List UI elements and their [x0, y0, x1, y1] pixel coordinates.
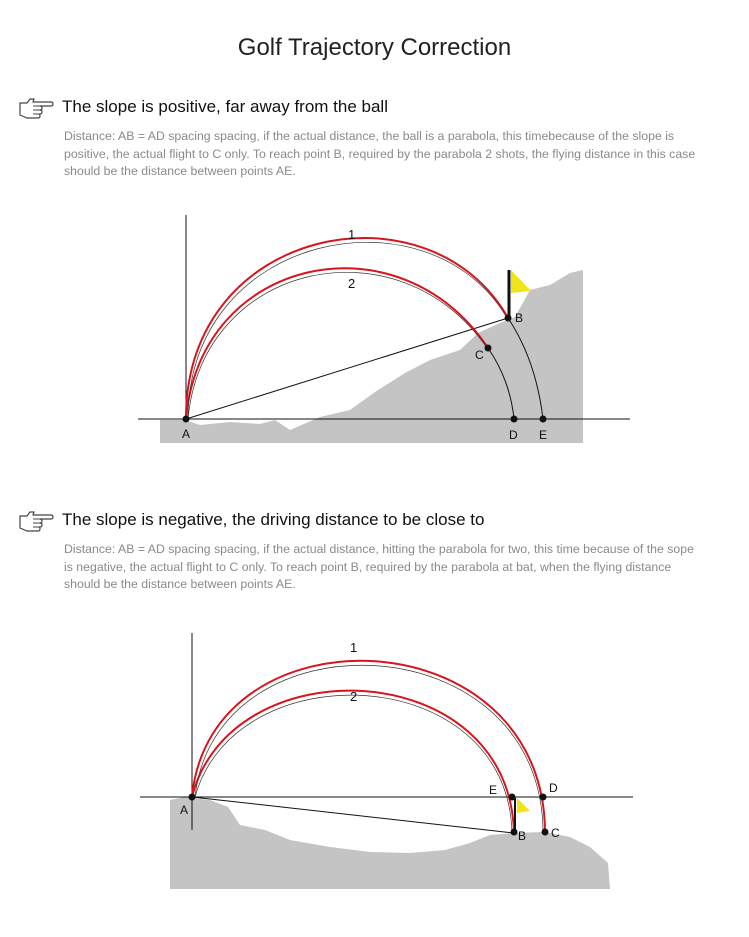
- point-b-label: B: [515, 311, 524, 325]
- section-1-description: Distance: AB = AD spacing spacing, if the actual distance, the ball is a parabola, this timebecause of the slope is positive, the actual flight to C only. To reach point B, required by the parabola 2 shots, the flying distance in this case should be the distance between points AE.: [64, 129, 696, 178]
- trajectory-1-inner: [195, 695, 512, 833]
- point-d-dot: [540, 794, 547, 801]
- pointing-hand-icon: [18, 508, 54, 532]
- flag-icon: [511, 270, 531, 293]
- point-a-label: A: [180, 803, 189, 817]
- flag-icon: [517, 798, 530, 813]
- section-1-heading-text: The slope is positive, far away from the ball: [62, 97, 388, 116]
- point-d-label: D: [549, 781, 558, 795]
- point-b-dot: [511, 829, 518, 836]
- point-b-dot: [505, 315, 512, 322]
- point-a-label: A: [182, 427, 191, 441]
- pointing-hand-icon: [18, 95, 54, 119]
- point-a-dot: [183, 416, 190, 423]
- point-c-dot: [485, 345, 492, 352]
- section-2-description: Distance: AB = AD spacing spacing, if the actual distance, hitting the parabola for two, this time because of the sope is negative, the actual flight to C only. To reach point B, required by the parabola at bat, when the flying distance should be the distance between points AE.: [64, 542, 694, 591]
- section-1-heading: [18, 95, 388, 119]
- point-d-dot: [511, 416, 518, 423]
- diagram-negative-slope: [0, 625, 749, 905]
- curve-1-label: 2: [348, 276, 356, 291]
- trajectory-1: [192, 691, 514, 833]
- point-b-label: B: [518, 829, 527, 843]
- point-a-dot: [189, 794, 196, 801]
- point-d-label: D: [509, 428, 518, 442]
- point-e-dot: [540, 416, 547, 423]
- section-2-heading: [18, 508, 484, 532]
- point-e-dot: [509, 794, 516, 801]
- point-e-label: E: [489, 783, 498, 797]
- point-c-label: C: [551, 826, 560, 840]
- curve-1-label: 2: [350, 689, 358, 704]
- curve-2-label: 1: [350, 640, 358, 655]
- point-c-dot: [542, 829, 549, 836]
- page-title: Golf Trajectory Correction: [237, 34, 512, 61]
- ground-terrain: [160, 270, 583, 443]
- curve-2-label: 1: [348, 227, 356, 242]
- diagram-positive-slope: [0, 205, 749, 465]
- trajectory-2: [192, 661, 545, 833]
- point-e-label: E: [539, 428, 548, 442]
- section-2-heading-text: The slope is negative, the driving distance to be close to: [62, 510, 485, 529]
- trajectory-2-inner: [195, 665, 543, 833]
- point-c-label: C: [475, 348, 484, 362]
